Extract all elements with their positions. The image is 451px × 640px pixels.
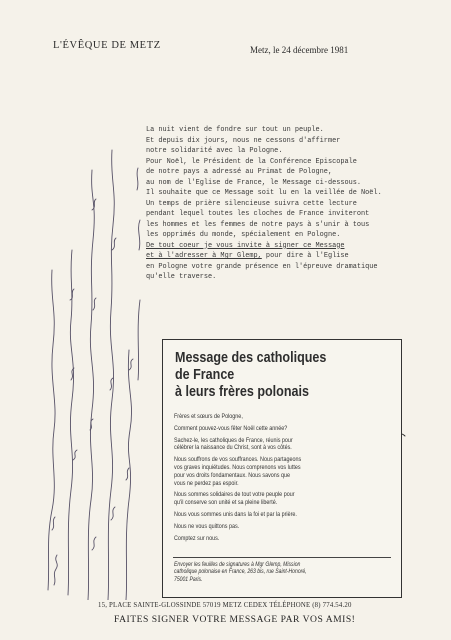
message-line: Frères et sœurs de Pologne,	[174, 413, 243, 420]
letter-line: qu'elle traverse.	[146, 273, 217, 281]
message-line: pour vos droits fondamentaux. Nous savons que	[174, 471, 291, 479]
message-title-line: Message des catholiques	[175, 350, 327, 366]
message-paragraph	[174, 535, 387, 543]
message-line: qu'il conserve son unité et sa pleine liberté.	[174, 499, 278, 507]
letter-line-underlined: De tout coeur je vous invite à signer ce Message	[146, 241, 345, 250]
letter-line: au nom de l'Eglise de France, le Message ci-dessous.	[146, 178, 362, 187]
letter-line: La nuit vient de fondre sur tout un peuple.	[146, 126, 324, 134]
message-paragraph	[174, 523, 387, 531]
letter-line: Un temps de prière silencieuse suivra cette lecture	[146, 199, 357, 208]
message-box	[162, 339, 402, 598]
letterhead-org: L'ÉVÊQUE DE METZ	[53, 40, 161, 51]
footer-address: 15, PLACE SAINTE-GLOSSINDE 57019 METZ CEDEX TÉLÉPHONE (8) 774.54.20	[98, 602, 352, 609]
message-paragraph	[174, 425, 387, 433]
message-line: Comment pouvez-vous fêter Noël cette année?	[174, 424, 288, 432]
message-instructions	[174, 561, 387, 583]
message-line: Nous souffrons de vos souffrances. Nous partageons	[174, 456, 302, 464]
instruction-line: Envoyer les feuilles de signatures à Mgr Glemp, Mission	[174, 561, 301, 568]
letter-line: les opprimés du monde, spécialement en Pologne.	[146, 231, 341, 239]
letter-underlined-fragment: et à l'adresser à Mgr Glemp,	[146, 252, 262, 260]
letter-line: pendant lequel toutes les cloches de France inviteront	[146, 210, 370, 218]
instruction-line: 75001 Paris.	[174, 575, 203, 583]
instruction-line: catholique polonaise en France, 263 bis, rue Saint-Honoré,	[174, 568, 307, 576]
letter-line: les hommes et les femmes de notre pays à s'unir à tous	[146, 220, 370, 229]
letter-line: Et depuis dix jours, nous ne cessons d'affirmer	[146, 136, 341, 145]
message-line: Comptez sur nous.	[174, 534, 220, 542]
message-line: célébrer la naissance du Christ, sont à vos côtés.	[174, 444, 292, 452]
letter-body	[146, 125, 421, 283]
message-title-line: à leurs frères polonais	[175, 384, 309, 400]
message-title	[175, 350, 364, 401]
message-body	[174, 413, 387, 546]
letter-line: en Pologne votre grande présence en l'épreuve dramatique	[146, 262, 378, 271]
letter-line: Il souhaite que ce Message soit lu en la veillée de Noël.	[146, 189, 382, 197]
message-paragraph	[174, 413, 387, 421]
letter-line: de notre pays a adressé au Primat de Pologne,	[146, 168, 333, 176]
message-line: vos graves inquiétudes. Nous comprenons vos luttes	[174, 463, 301, 471]
letter-line: Pour Noël, le Président de la Conférence Episcopale	[146, 157, 357, 166]
message-line: Nous sommes solidaires de tout votre peuple pour	[174, 491, 295, 499]
message-paragraph	[174, 511, 387, 519]
message-line: vous ne perdez pas espoir.	[174, 479, 239, 487]
letter-line-mixed	[146, 251, 421, 262]
message-title-line: de France	[175, 367, 235, 383]
message-line: Nous vous sommes unis dans la foi et par la prière.	[174, 510, 297, 518]
footer-call-to-action: FAITES SIGNER VOTRE MESSAGE PAR VOS AMIS!	[114, 614, 356, 625]
message-divider	[173, 557, 391, 558]
message-line: Nous ne vous quittons pas.	[174, 522, 240, 530]
letter-line: notre solidarité avec la Pologne.	[146, 147, 283, 155]
handwritten-note	[40, 130, 145, 600]
letter-line-fragment: pour dire à l'Eglise	[261, 252, 349, 260]
place-date: Metz, le 24 décembre 1981	[250, 45, 349, 55]
message-line: Sachez-le, les catholiques de France, réunis pour	[174, 436, 293, 444]
